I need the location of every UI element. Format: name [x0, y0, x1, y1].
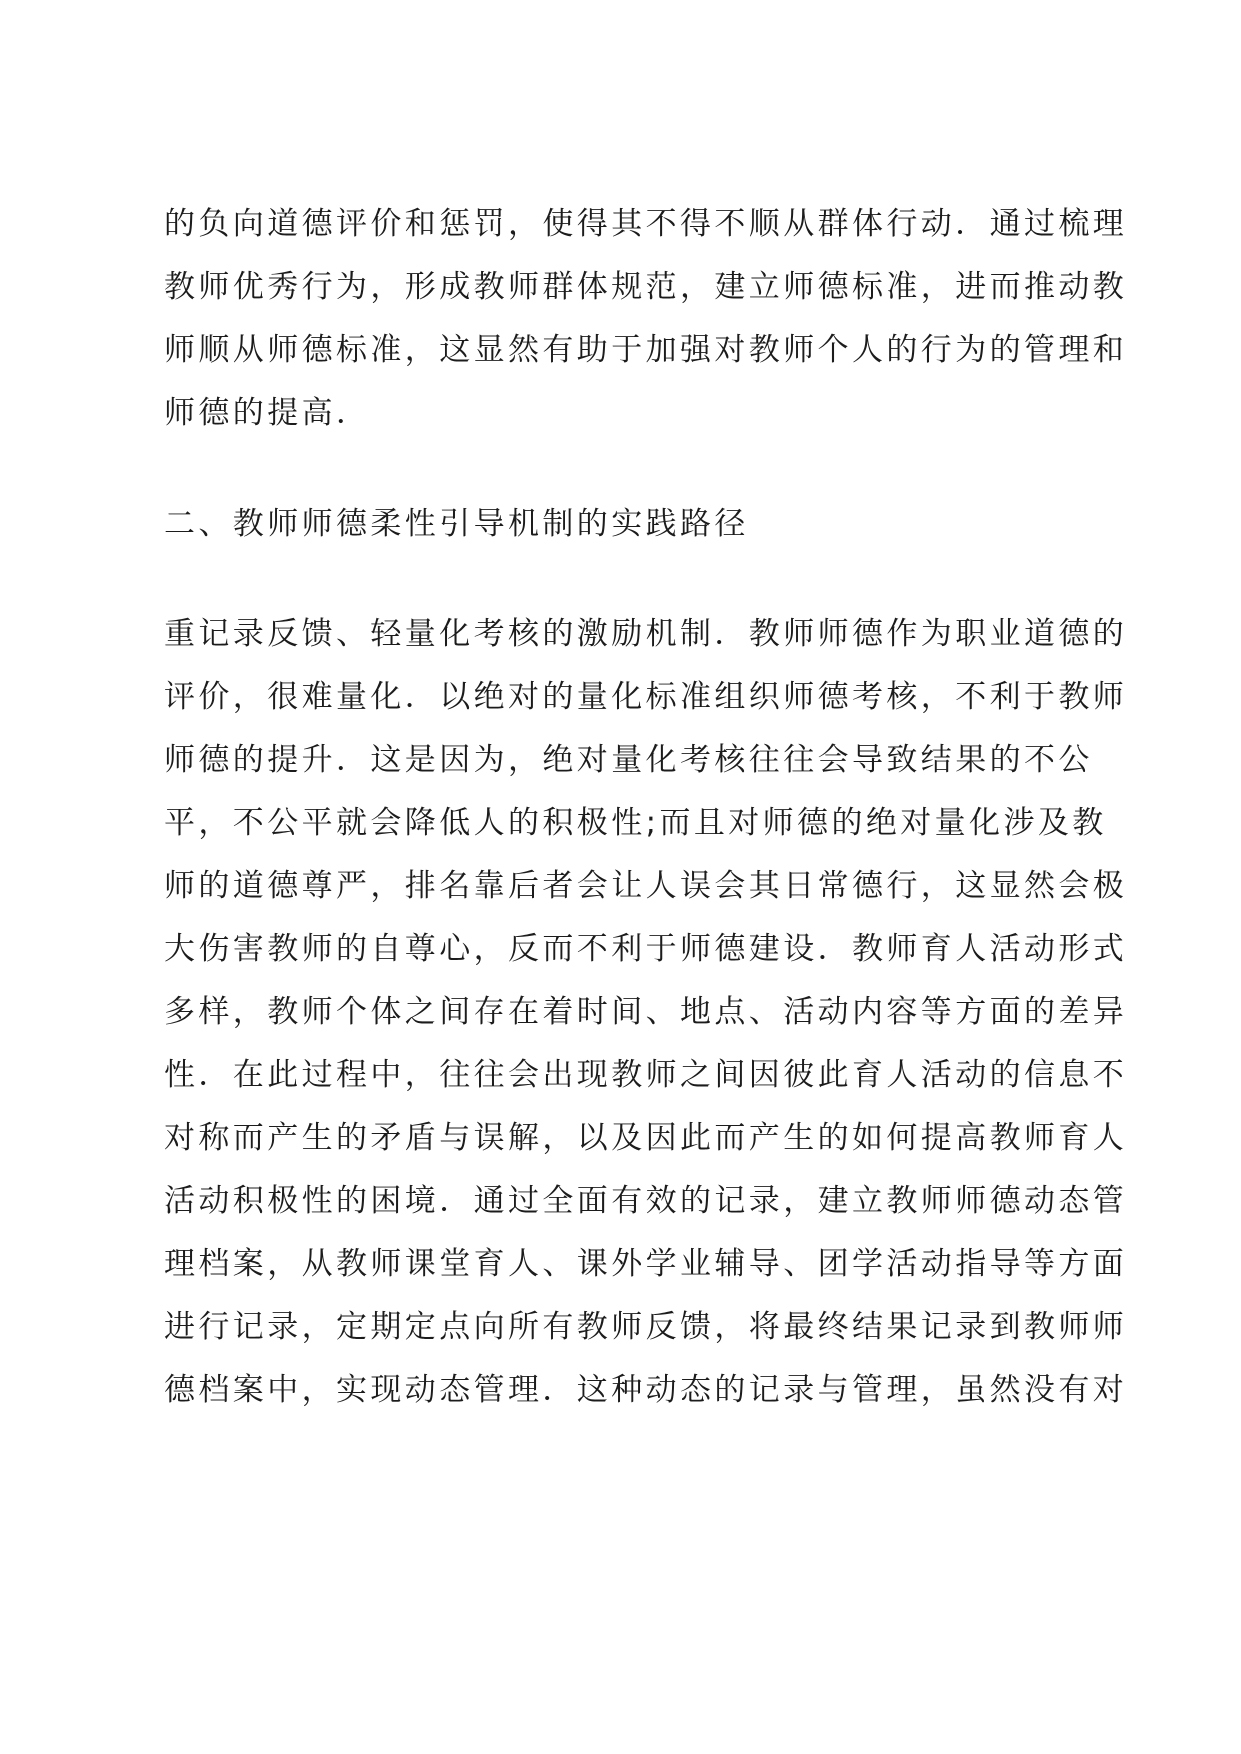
paragraph-2-line-9: 对称而产生的矛盾与误解，以及因此而产生的如何提高教师育人 — [164, 1120, 1128, 1156]
paragraph-2-line-13: 德档案中，实现动态管理．这种动态的记录与管理，虽然没有对 — [164, 1372, 1128, 1408]
paragraph-2-line-10: 活动积极性的困境．通过全面有效的记录，建立教师师德动态管 — [164, 1183, 1128, 1219]
section-heading: 二、教师师德柔性引导机制的实践路径 — [164, 506, 749, 542]
paragraph-2-line-7: 多样，教师个体之间存在着时间、地点、活动内容等方面的差异 — [164, 994, 1128, 1030]
paragraph-2-line-8: 性．在此过程中，往往会出现教师之间因彼此育人活动的信息不 — [164, 1057, 1128, 1093]
paragraph-2-line-3: 师德的提升．这是因为，绝对量化考核往往会导致结果的不公 — [164, 742, 1093, 778]
paragraph-1-line-4: 师德的提高． — [164, 395, 371, 431]
paragraph-2-line-6: 大伤害教师的自尊心，反而不利于师德建设．教师育人活动形式 — [164, 931, 1128, 967]
paragraph-2-line-4: 平，不公平就会降低人的积极性;而且对师德的绝对量化涉及教 — [164, 805, 1107, 841]
paragraph-2-line-5: 师的道德尊严，排名靠后者会让人误会其日常德行，这显然会极 — [164, 868, 1128, 904]
paragraph-1-line-2: 教师优秀行为，形成教师群体规范，建立师德标准，进而推动教 — [164, 269, 1128, 305]
paragraph-1-line-3: 师顺从师德标准，这显然有助于加强对教师个人的行为的管理和 — [164, 332, 1128, 368]
paragraph-2-line-1: 重记录反馈、轻量化考核的激励机制．教师师德作为职业道德的 — [164, 616, 1128, 652]
paragraph-2-line-12: 进行记录，定期定点向所有教师反馈，将最终结果记录到教师师 — [164, 1309, 1128, 1345]
paragraph-2-line-2: 评价，很难量化．以绝对的量化标准组织师德考核，不利于教师 — [164, 679, 1128, 715]
paragraph-1-line-1: 的负向道德评价和惩罚，使得其不得不顺从群体行动．通过梳理 — [164, 206, 1128, 242]
paragraph-2-line-11: 理档案，从教师课堂育人、课外学业辅导、团学活动指导等方面 — [164, 1246, 1128, 1282]
